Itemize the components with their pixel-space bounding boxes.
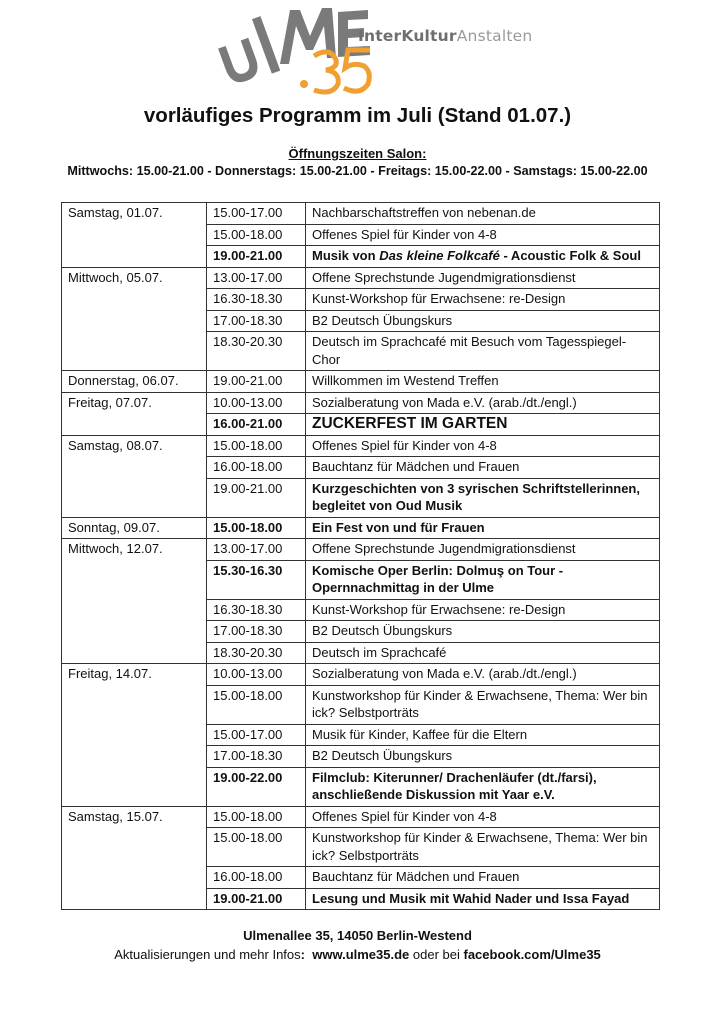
program-time: 16.00-21.00 — [207, 414, 306, 436]
program-row — [62, 267, 660, 289]
program-day: Samstag, 08.07. — [62, 435, 207, 517]
program-event: Offenes Spiel für Kinder von 4-8 — [306, 806, 660, 828]
program-time: 19.00-21.00 — [207, 888, 306, 910]
program-time: 15.00-18.00 — [207, 224, 306, 246]
program-table-body — [62, 203, 660, 910]
program-event: Deutsch im Sprachcafé mit Besuch vom Tagesspiegel-Chor — [306, 332, 660, 371]
logo-tagline-inter: Inter — [358, 27, 402, 45]
opening-hours-heading: Öffnungszeiten Salon: — [288, 146, 427, 161]
program-row — [62, 435, 660, 457]
program-time: 15.00-18.00 — [207, 806, 306, 828]
program-time: 16.00-18.00 — [207, 867, 306, 889]
program-row — [62, 539, 660, 561]
program-event: Offenes Spiel für Kinder von 4-8 — [306, 435, 660, 457]
program-time: 10.00-13.00 — [207, 392, 306, 414]
footer-updates-label: Aktualisierungen und mehr Infos — [114, 947, 301, 962]
program-event: Willkommen im Westend Treffen — [306, 371, 660, 393]
logo-tagline — [358, 27, 532, 45]
program-day: Samstag, 01.07. — [62, 203, 207, 268]
program-event: Deutsch im Sprachcafé — [306, 642, 660, 664]
program-event: B2 Deutsch Übungskurs — [306, 621, 660, 643]
program-event: B2 Deutsch Übungskurs — [306, 746, 660, 768]
program-time: 19.00-21.00 — [207, 371, 306, 393]
program-time: 17.00-18.30 — [207, 310, 306, 332]
program-event: Kunst-Workshop für Erwachsene: re-Design — [306, 289, 660, 311]
program-time: 10.00-13.00 — [207, 664, 306, 686]
program-event: Musik für Kinder, Kaffee für die Eltern — [306, 724, 660, 746]
footer-middle-text: oder bei — [409, 947, 464, 962]
program-day: Mittwoch, 05.07. — [62, 267, 207, 371]
program-event: Sozialberatung von Mada e.V. (arab./dt./engl.) — [306, 664, 660, 686]
program-time: 15.00-17.00 — [207, 724, 306, 746]
program-event: Kurzgeschichten von 3 syrischen Schriftstellerinnen, begleitet von Oud Musik — [306, 478, 660, 517]
program-event: Offene Sprechstunde Jugendmigrationsdienst — [306, 267, 660, 289]
program-time: 16.00-18.00 — [207, 457, 306, 479]
program-event: ZUCKERFEST IM GARTEN — [306, 414, 660, 436]
program-time: 16.30-18.30 — [207, 599, 306, 621]
program-row — [62, 517, 660, 539]
program-time: 19.00-21.00 — [207, 478, 306, 517]
program-row — [62, 371, 660, 393]
logo-wordmark — [218, 8, 370, 86]
logo-tagline-kultur: Kultur — [401, 27, 457, 45]
footer-address: Ulmenallee 35, 14050 Berlin-Westend — [243, 928, 472, 943]
program-event: B2 Deutsch Übungskurs — [306, 310, 660, 332]
program-row — [62, 203, 660, 225]
program-day: Mittwoch, 12.07. — [62, 539, 207, 664]
program-time: 15.00-17.00 — [207, 203, 306, 225]
logo-number — [300, 50, 370, 92]
program-time: 17.00-18.30 — [207, 746, 306, 768]
program-table — [61, 202, 660, 910]
program-event: Offene Sprechstunde Jugendmigrationsdienst — [306, 539, 660, 561]
program-time: 17.00-18.30 — [207, 621, 306, 643]
program-time: 13.00-17.00 — [207, 267, 306, 289]
program-time: 15.00-18.00 — [207, 828, 306, 867]
program-event: Nachbarschaftstreffen von nebenan.de — [306, 203, 660, 225]
footer-colon: : — [300, 947, 305, 962]
program-day: Sonntag, 09.07. — [62, 517, 207, 539]
program-event: Sozialberatung von Mada e.V. (arab./dt./engl.) — [306, 392, 660, 414]
ulme35-logo — [210, 2, 510, 98]
program-time: 19.00-21.00 — [207, 246, 306, 268]
program-row — [62, 806, 660, 828]
program-time: 18.30-20.30 — [207, 642, 306, 664]
program-day: Donnerstag, 06.07. — [62, 371, 207, 393]
program-event-prefix: Musik von — [312, 248, 380, 263]
program-event: Offenes Spiel für Kinder von 4-8 — [306, 224, 660, 246]
program-time: 15.00-18.00 — [207, 517, 306, 539]
program-row — [62, 392, 660, 414]
program-day: Freitag, 14.07. — [62, 664, 207, 807]
program-time: 13.00-17.00 — [207, 539, 306, 561]
program-event: Kunst-Workshop für Erwachsene: re-Design — [306, 599, 660, 621]
footer-website-link[interactable]: www.ulme35.de — [312, 947, 410, 962]
program-time: 18.30-20.30 — [207, 332, 306, 371]
program-time: 15.30-16.30 — [207, 560, 306, 599]
page-title: vorläufiges Programm im Juli (Stand 01.07.) — [143, 104, 572, 127]
opening-hours-line: Mittwochs: 15.00-21.00 - Donnerstags: 15.00-21.00 - Freitags: 15.00-22.00 - Samstags: 15.00-22.00 — [67, 164, 648, 178]
program-event: Komische Oper Berlin: Dolmuş on Tour - Opernnachmittag in der Ulme — [306, 560, 660, 599]
program-event: Ein Fest von und für Frauen — [306, 517, 660, 539]
program-event: Bauchtanz für Mädchen und Frauen — [306, 457, 660, 479]
program-time: 16.30-18.30 — [207, 289, 306, 311]
program-event: Kunstworkshop für Kinder & Erwachsene, Thema: Wer bin ick? Selbstporträts — [306, 828, 660, 867]
program-event-artist: Das kleine Folkcafé — [379, 248, 500, 263]
program-event: Kunstworkshop für Kinder & Erwachsene, Thema: Wer bin ick? Selbstporträts — [306, 685, 660, 724]
program-day: Samstag, 15.07. — [62, 806, 207, 910]
footer-facebook-link[interactable]: facebook.com/Ulme35 — [463, 947, 601, 962]
program-row — [62, 664, 660, 686]
logo-tagline-anstalten: Anstalten — [456, 27, 533, 45]
program-event: Lesung und Musik mit Wahid Nader und Issa Fayad — [306, 888, 660, 910]
footer-info — [0, 947, 715, 962]
program-event-suffix: - Acoustic Folk & Soul — [499, 248, 641, 263]
program-time: 15.00-18.00 — [207, 685, 306, 724]
program-time: 15.00-18.00 — [207, 435, 306, 457]
program-event — [306, 246, 660, 268]
program-event: Filmclub: Kiterunner/ Drachenläufer (dt./farsi), anschließende Diskussion mit Yaar e.V. — [306, 767, 660, 806]
program-day: Freitag, 07.07. — [62, 392, 207, 435]
program-event: Bauchtanz für Mädchen und Frauen — [306, 867, 660, 889]
program-time: 19.00-22.00 — [207, 767, 306, 806]
